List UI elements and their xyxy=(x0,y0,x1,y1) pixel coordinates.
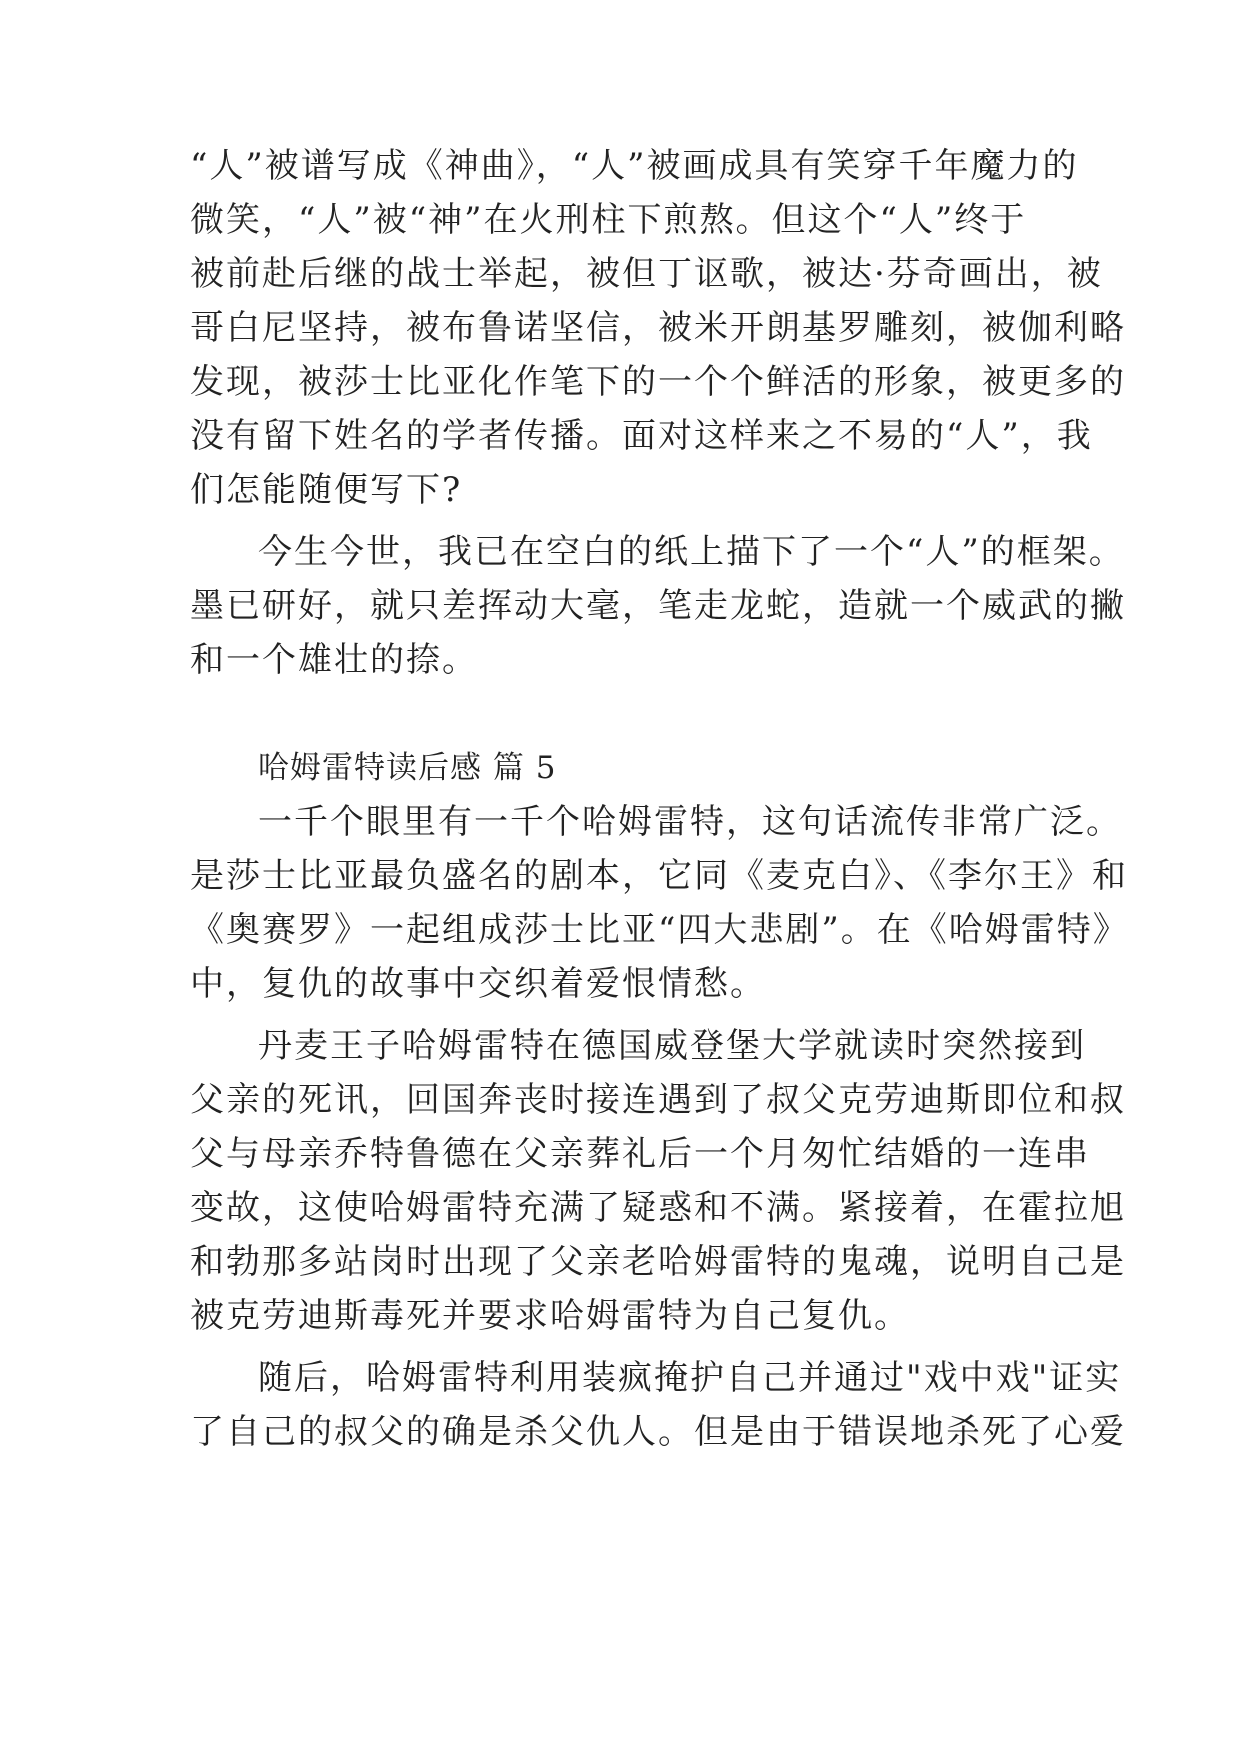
paragraph-4-line-1: 丹麦王子哈姆雷特在德国威登堡大学就读时突然接到 xyxy=(258,1026,1086,1066)
paragraph-4-line-2: 父亲的死讯，回国奔丧时接连遇到了叔父克劳迪斯即位和叔 xyxy=(190,1080,1126,1120)
paragraph-3-line-4: 中，复仇的故事中交织着爱恨情愁。 xyxy=(190,964,766,1004)
paragraph-4-line-6: 被克劳迪斯毒死并要求哈姆雷特为自己复仇。 xyxy=(190,1296,910,1336)
paragraph-5-line-2: 了自己的叔父的确是杀父仇人。但是由于错误地杀死了心爱 xyxy=(190,1412,1126,1452)
paragraph-3-line-3: 《奥赛罗》一起组成莎士比亚“四大悲剧”。在《哈姆雷特》 xyxy=(190,910,1129,950)
paragraph-2-line-3: 和一个雄壮的捺。 xyxy=(190,640,478,680)
paragraph-1-line-5: 发现，被莎士比亚化作笔下的一个个鲜活的形象，被更多的 xyxy=(190,362,1126,402)
paragraph-2-line-2: 墨已研好，就只差挥动大毫，笔走龙蛇，造就一个威武的撇 xyxy=(190,586,1126,626)
paragraph-1-line-2: 微笑，“人”被“神”在火刑柱下煎熬。但这个“人”终于 xyxy=(190,200,1027,240)
paragraph-1-line-4: 哥白尼坚持，被布鲁诺坚信，被米开朗基罗雕刻，被伽利略 xyxy=(190,308,1126,348)
paragraph-3-line-2: 是莎士比亚最负盛名的剧本，它同《麦克白》、《李尔王》和 xyxy=(190,856,1128,896)
paragraph-4-line-4: 变故，这使哈姆雷特充满了疑惑和不满。紧接着，在霍拉旭 xyxy=(190,1188,1126,1228)
section-heading: 哈姆雷特读后感 篇 5 xyxy=(258,750,557,786)
paragraph-1-line-7: 们怎能随便写下? xyxy=(190,470,463,510)
paragraph-4-line-5: 和勃那多站岗时出现了父亲老哈姆雷特的鬼魂，说明自己是 xyxy=(190,1242,1126,1282)
paragraph-1-line-3: 被前赴后继的战士举起，被但丁讴歌，被达·芬奇画出，被 xyxy=(190,254,1103,294)
paragraph-2-line-1: 今生今世，我已在空白的纸上描下了一个“人”的框架。 xyxy=(258,532,1125,572)
paragraph-4-line-3: 父与母亲乔特鲁德在父亲葬礼后一个月匆忙结婚的一连串 xyxy=(190,1134,1090,1174)
paragraph-3-line-1: 一千个眼里有一千个哈姆雷特，这句话流传非常广泛。 xyxy=(258,802,1122,842)
paragraph-5-line-1: 随后，哈姆雷特利用装疯掩护自己并通过"戏中戏"证实 xyxy=(258,1358,1122,1398)
paragraph-1-line-6: 没有留下姓名的学者传播。面对这样来之不易的“人”，我 xyxy=(190,416,1093,456)
paragraph-1-line-1: “人”被谱写成《神曲》，“人”被画成具有笑穿千年魔力的 xyxy=(190,146,1079,186)
